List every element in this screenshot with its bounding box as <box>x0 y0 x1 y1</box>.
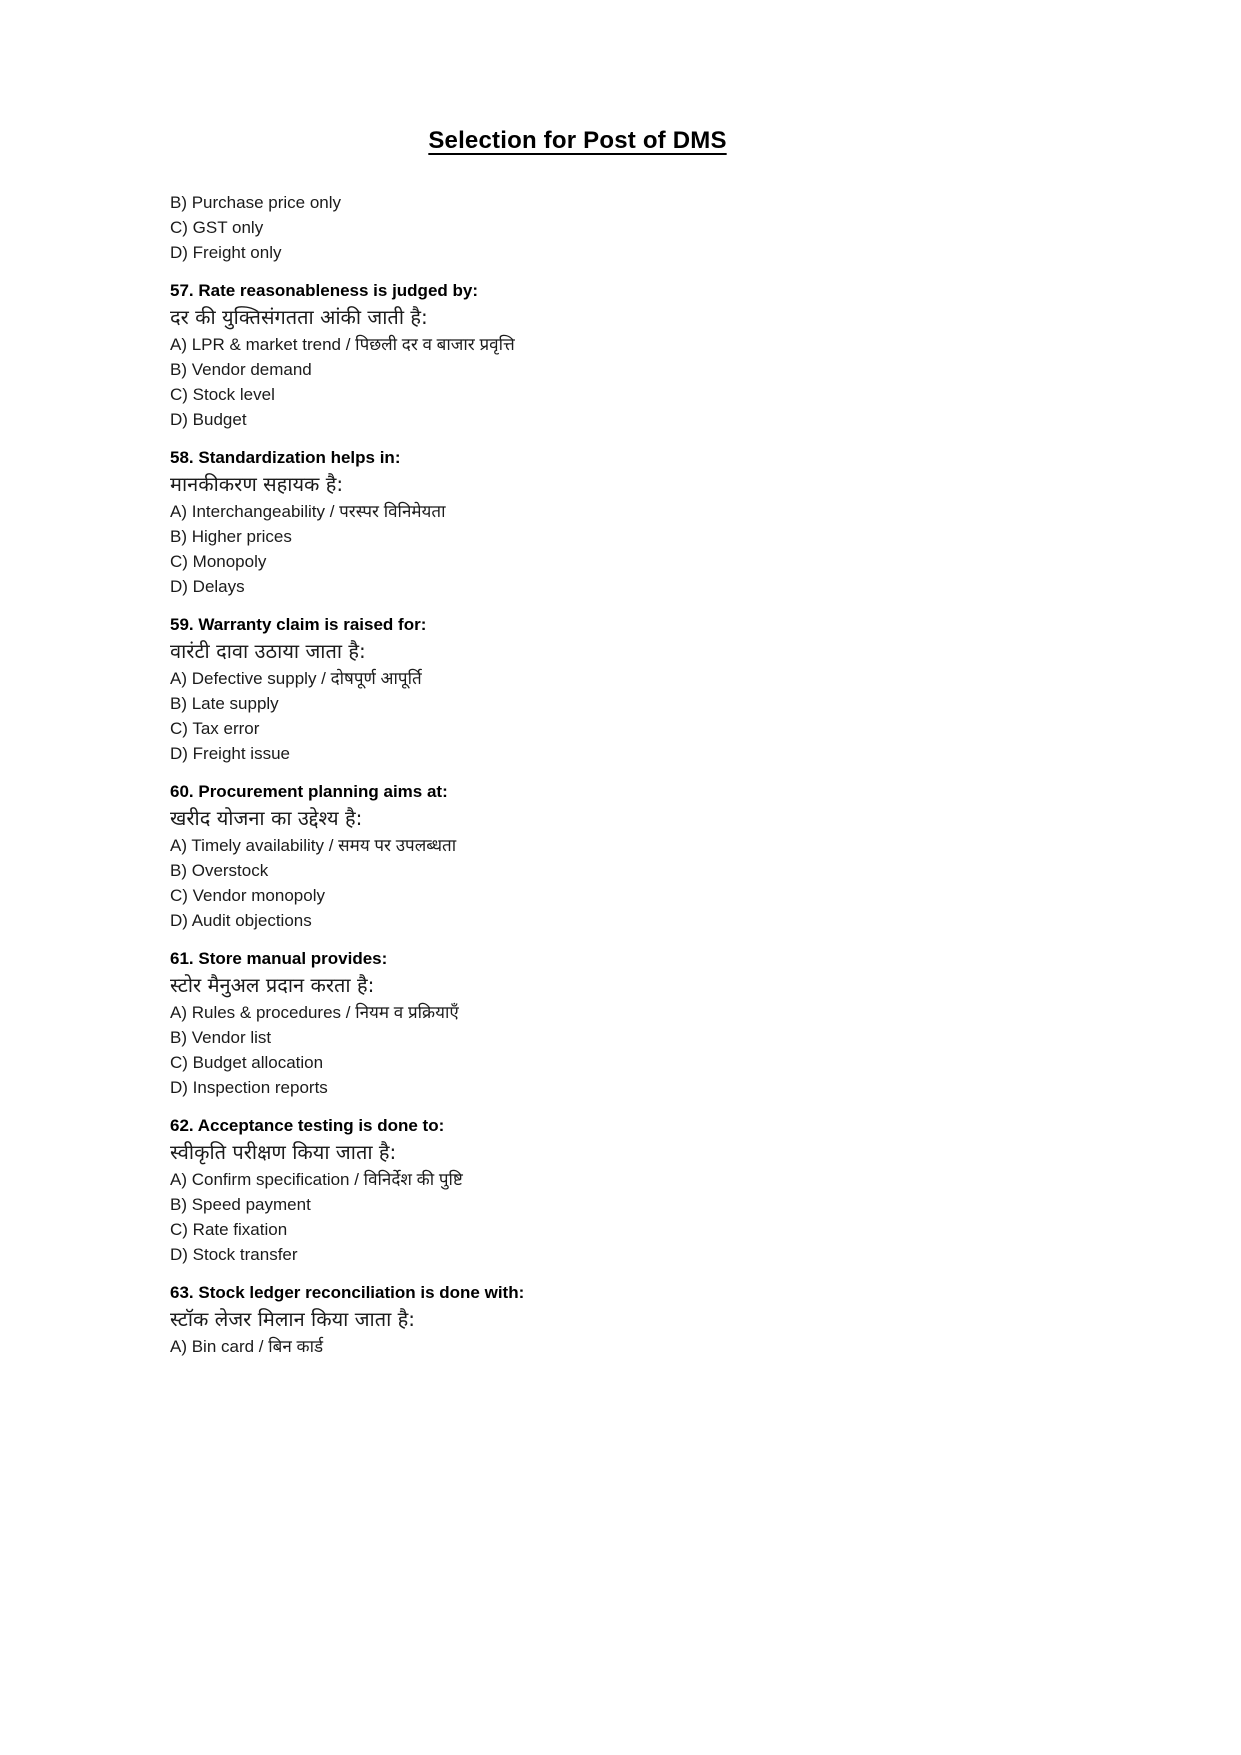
question-block <box>170 445 985 599</box>
question-block <box>170 1280 985 1359</box>
question-block <box>170 612 985 766</box>
question-block <box>170 779 985 933</box>
question-options <box>170 1000 985 1100</box>
question-header: 62. Acceptance testing is done to: <box>170 1116 445 1135</box>
question-options <box>170 833 985 933</box>
option-line: A) LPR & market trend / पिछली दर व बाजार प्रवृत्ति <box>170 335 515 354</box>
option-line: B) Speed payment <box>170 1195 311 1214</box>
question-block <box>170 1113 985 1267</box>
question-hindi: खरीद योजना का उद्देश्य है: <box>170 806 363 830</box>
page-title: Selection for Post of DMS <box>428 127 727 154</box>
option-line: D) Inspection reports <box>170 1078 328 1097</box>
question-hindi: स्वीकृति परीक्षण किया जाता है: <box>170 1140 397 1164</box>
question-options <box>170 499 985 599</box>
option-line: B) Higher prices <box>170 527 292 546</box>
option-line: B) Late supply <box>170 694 279 713</box>
option-line: D) Freight only <box>170 243 282 262</box>
carryover-options <box>170 190 985 265</box>
question-header: 57. Rate reasonableness is judged by: <box>170 281 479 300</box>
option-line: A) Bin card / बिन कार्ड <box>170 1337 324 1356</box>
option-line: B) Purchase price only <box>170 193 342 212</box>
question-hindi: स्टोर मैनुअल प्रदान करता है: <box>170 973 375 997</box>
option-line: C) Vendor monopoly <box>170 886 325 905</box>
question-hindi: दर की युक्तिसंगतता आंकी जाती है: <box>170 305 428 329</box>
question-options <box>170 1334 985 1359</box>
question-header: 63. Stock ledger reconciliation is done with: <box>170 1283 525 1302</box>
option-line: D) Freight issue <box>170 744 290 763</box>
option-line: A) Interchangeability / परस्पर विनिमेयता <box>170 502 446 521</box>
option-line: B) Vendor demand <box>170 360 312 379</box>
option-line: A) Defective supply / दोषपूर्ण आपूर्ति <box>170 669 422 688</box>
option-line: B) Vendor list <box>170 1028 272 1047</box>
option-line: A) Timely availability / समय पर उपलब्धता <box>170 836 457 855</box>
option-line: D) Delays <box>170 577 245 596</box>
questions-list <box>170 278 985 1359</box>
question-header: 59. Warranty claim is raised for: <box>170 615 427 634</box>
option-line: C) GST only <box>170 218 264 237</box>
question-options <box>170 1167 985 1267</box>
option-line: D) Audit objections <box>170 911 312 930</box>
option-line: C) Monopoly <box>170 552 267 571</box>
option-line: A) Confirm specification / विनिर्देश की पुष्टि <box>170 1170 463 1189</box>
option-line: D) Stock transfer <box>170 1245 298 1264</box>
option-line: C) Budget allocation <box>170 1053 324 1072</box>
option-line: C) Tax error <box>170 719 260 738</box>
option-line: B) Overstock <box>170 861 269 880</box>
question-options <box>170 332 985 432</box>
question-options <box>170 666 985 766</box>
question-hindi: मानकीकरण सहायक है: <box>170 472 344 496</box>
question-hindi: स्टॉक लेजर मिलान किया जाता है: <box>170 1307 416 1331</box>
question-hindi: वारंटी दावा उठाया जाता है: <box>170 639 366 663</box>
option-line: C) Rate fixation <box>170 1220 288 1239</box>
question-header: 61. Store manual provides: <box>170 949 388 968</box>
question-header: 58. Standardization helps in: <box>170 448 401 467</box>
question-header: 60. Procurement planning aims at: <box>170 782 448 801</box>
question-block <box>170 946 985 1100</box>
option-line: A) Rules & procedures / नियम व प्रक्रियाएँ <box>170 1003 459 1022</box>
question-block <box>170 278 985 432</box>
option-line: D) Budget <box>170 410 247 429</box>
option-line: C) Stock level <box>170 385 275 404</box>
